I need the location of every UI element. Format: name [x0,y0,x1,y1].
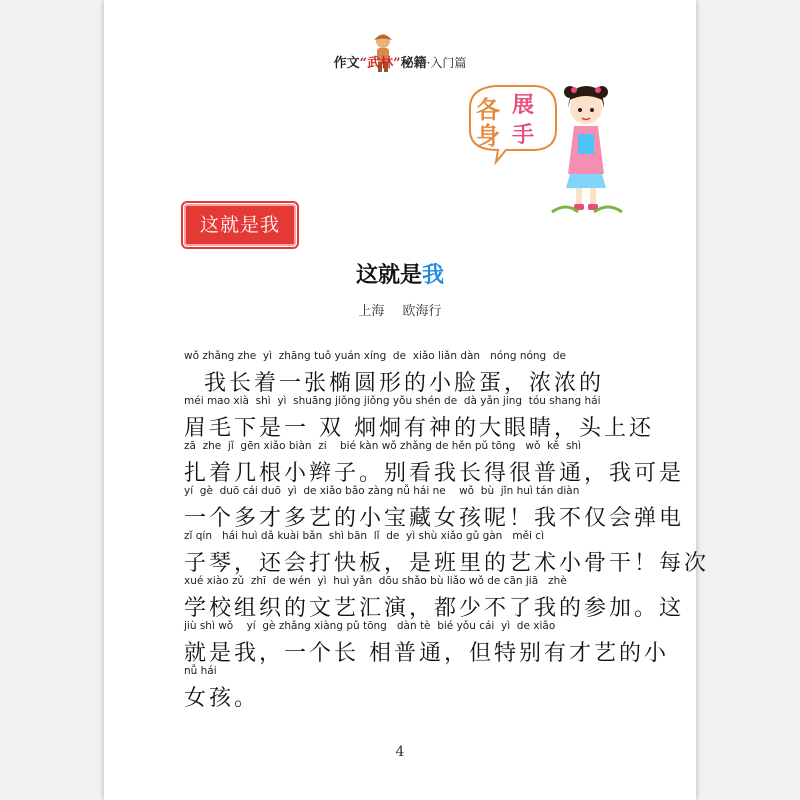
header-highlight: “武林” [359,56,401,71]
hanzi-text: 扎着几根小辫子。别看我长得很普通，我可是 [184,461,685,486]
book-page [104,0,710,800]
pinyin-text: xué xiào zǔ zhī de wén yì huì yǎn dōu shǎo bù liǎo wǒ de cān jiā zhè [184,575,567,587]
svg-text:身: 身 [476,122,500,150]
pinyin-text: zā zhe jǐ gēn xiǎo biàn zi bié kàn wǒ zhǎng de hěn pǔ tōng wǒ kě shì [184,440,581,452]
pinyin-text: wǒ zhǎng zhe yì zhāng tuǒ yuán xíng de xiǎo liǎn dàn nóng nóng de [184,350,567,362]
article-author: 上海 欧海行 [358,304,442,319]
text-line [184,663,624,711]
text-line [184,618,669,666]
hanzi-text: 眉毛下是一 双 炯炯有神的大眼睛，头上还 [184,416,654,441]
article-body [184,348,710,711]
text-line [184,528,710,576]
text-line [184,483,685,531]
hanzi-text: 一个多才多艺的小宝藏女孩呢！我不仅会弹电 [184,506,685,531]
svg-text:展: 展 [512,93,535,118]
article-title [104,258,696,289]
pinyin-text: zǐ qín hái huì dǎ kuài bǎn shì bān lǐ de yì shù xiǎo gǔ gàn měi cì [184,530,544,542]
book-header [104,52,696,71]
hanzi-text: 女孩。 [184,686,260,711]
hanzi-text: 子琴，还会打快板，是班里的艺术小骨干！每次 [184,551,710,576]
hanzi-text: 我长着一张椭圆形的小脸蛋，浓浓的 [184,371,604,396]
hanzi-text: 学校组织的文艺汇演，都少不了我的参加。这 [184,596,685,621]
hanzi-text: 就是我，一个长 相普通，但特别有才艺的小 [184,641,669,666]
svg-text:手: 手 [512,123,535,148]
text-line [184,393,654,441]
article-title-accent: 我 [422,262,445,288]
section-badge: 这就是我 [184,204,296,246]
svg-text:各: 各 [476,96,500,124]
article-title-main: 这就是 [355,262,422,288]
mascot-girl-illustration [466,78,626,218]
pinyin-text: nǚ hái [184,665,217,677]
header-text-2: 秘籍 [400,56,427,71]
pinyin-text: jiù shì wǒ yí gè zhǎng xiàng pǔ tōng dàn tè bié yǒu cái yì de xiǎo [184,620,556,632]
text-line [184,573,685,621]
pinyin-text: yí gè duō cái duō yì de xiǎo bǎo zàng nǚ hái ne wǒ bù jǐn huì tán diàn [184,485,580,497]
header-subtitle: ·入门篇 [426,56,467,70]
header-text: 作文 [333,56,360,71]
page-number: 4 [395,744,405,760]
text-line [184,438,685,486]
pinyin-text: méi mao xià shì yì shuāng jiǒng jiǒng yǒu shén de dà yǎn jing tóu shang hái [184,395,601,407]
text-line [184,348,624,396]
